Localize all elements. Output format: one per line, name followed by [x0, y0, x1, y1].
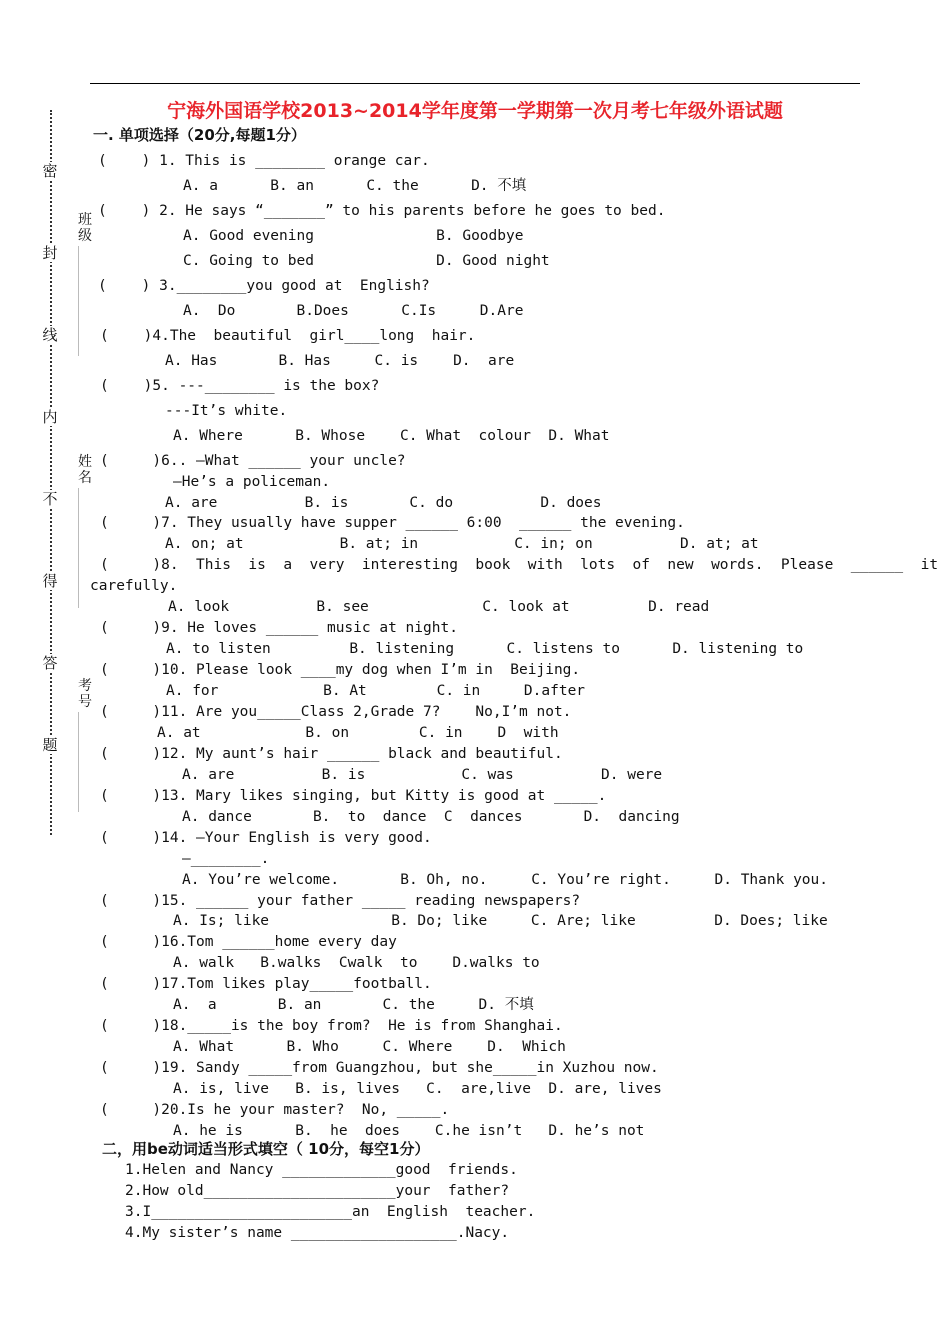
question-line: ( )7. They usually have supper ______ 6:00 ______ the evening.	[100, 515, 685, 531]
question-line: ( )14. —Your English is very good.	[100, 830, 432, 846]
option-line: A. is, live B. is, lives C. are,live D. are, lives	[173, 1081, 662, 1097]
option-line: A. Has B. Has C. is D. are	[165, 353, 515, 369]
top-rule	[90, 83, 860, 84]
seal-char: 题	[42, 736, 58, 754]
question-line: ( )4.The beautiful girl____long hair.	[100, 328, 476, 344]
seal-char: 密	[42, 162, 58, 180]
option-line: ---It’s white.	[165, 403, 288, 419]
question-line: ( )11. Are you_____Class 2,Grade 7? No,I’m not.	[100, 704, 572, 720]
option-line: A. he is B. he does C.he isn’t D. he’s not	[173, 1123, 645, 1139]
field-bar	[78, 246, 79, 356]
option-line: A. Do B.Does C.Is D.Are	[183, 303, 524, 319]
exam-number-field-label: 考号	[78, 678, 92, 710]
option-line: A. are B. is C. do D. does	[165, 495, 602, 511]
question-line: ( ) 1. This is ________ orange car.	[98, 153, 430, 169]
option-line: A. at B. on C. in D with	[157, 725, 559, 741]
seal-char: 答	[42, 654, 58, 672]
seal-char: 线	[42, 326, 58, 344]
fill-line: 2.How old______________________your father?	[125, 1183, 510, 1199]
question-line: ( )8. This is a very interesting book with lots of new words. Please ______ it	[100, 557, 939, 573]
option-line: —He’s a policeman.	[173, 474, 331, 490]
seal-char: 封	[42, 244, 58, 262]
question-line: ( ) 2. He says “_______” to his parents before he goes to bed.	[98, 203, 666, 219]
option-line: A. look B. see C. look at D. read	[168, 599, 710, 615]
option-line: A. are B. is C. was D. were	[182, 767, 663, 783]
question-line: ( )20.Is he your master? No, _____.	[100, 1102, 450, 1118]
option-line: —________.	[182, 851, 270, 867]
seal-char: 内	[42, 408, 58, 426]
question-line: ( )10. Please look ____my dog when I’m in Beijing.	[100, 662, 581, 678]
page-title: 宁海外国语学校2013~2014学年度第一学期第一次月考七年级外语试题	[167, 100, 783, 122]
option-line: A. Where B. Whose C. What colour D. What	[173, 428, 610, 444]
class-field-label: 班级	[78, 212, 92, 244]
option-line: A. to listen B. listening C. listens to D. listening to	[166, 641, 804, 657]
option-line: carefully.	[90, 578, 178, 594]
seal-char: 不	[42, 490, 58, 508]
option-line: A. walk B.walks Cwalk to D.walks to	[173, 955, 540, 971]
option-line: A. What B. Who C. Where D. Which	[173, 1039, 566, 1055]
question-line: ( )12. My aunt’s hair ______ black and beautiful.	[100, 746, 563, 762]
seal-dotted-line	[50, 110, 52, 835]
section1-heading: 一. 单项选择（20分,每题1分）	[93, 126, 306, 144]
option-line: A. on; at B. at; in C. in; on D. at; at	[165, 536, 759, 552]
option-line: A. dance B. to dance C dances D. dancing	[182, 809, 680, 825]
option-line: A. Is; like B. Do; like C. Are; like D. Does; like	[173, 913, 828, 929]
option-line: C. Going to bed D. Good night	[183, 253, 550, 269]
field-bar	[78, 488, 79, 608]
question-line: ( )5. ---________ is the box?	[100, 378, 380, 394]
fill-line: 1.Helen and Nancy _____________good friends.	[125, 1162, 518, 1178]
question-line: ( )9. He loves ______ music at night.	[100, 620, 458, 636]
option-line: A. a B. an C. the D. 不填	[183, 178, 527, 194]
question-line: ( )18._____is the boy from? He is from Shanghai.	[100, 1018, 563, 1034]
section2-heading: 二，用be动词适当形式填空（ 10分，每空1分）	[102, 1140, 430, 1158]
field-bar	[78, 712, 79, 812]
question-line: ( )17.Tom likes play_____football.	[100, 976, 432, 992]
question-line: ( )6.. —What ______ your uncle?	[100, 453, 406, 469]
question-line: ( )19. Sandy _____from Guangzhou, but she_____in Xuzhou now.	[100, 1060, 659, 1076]
seal-char: 得	[42, 572, 58, 590]
option-line: A. a B. an C. the D. 不填	[173, 997, 534, 1013]
fill-line: 3.I_______________________an English teacher.	[125, 1204, 536, 1220]
name-field-label: 姓名	[78, 454, 92, 486]
fill-line: 4.My sister’s name ___________________.Nacy.	[125, 1225, 510, 1241]
question-line: ( )16.Tom ______home every day	[100, 934, 397, 950]
option-line: A. Good evening B. Goodbye	[183, 228, 524, 244]
question-line: ( )13. Mary likes singing, but Kitty is good at _____.	[100, 788, 607, 804]
option-line: A. You’re welcome. B. Oh, no. C. You’re right. D. Thank you.	[182, 872, 829, 888]
question-line: ( )15. ______ your father _____ reading newspapers?	[100, 893, 581, 909]
question-line: ( ) 3.________you good at English?	[98, 278, 430, 294]
option-line: A. for B. At C. in D.after	[166, 683, 586, 699]
